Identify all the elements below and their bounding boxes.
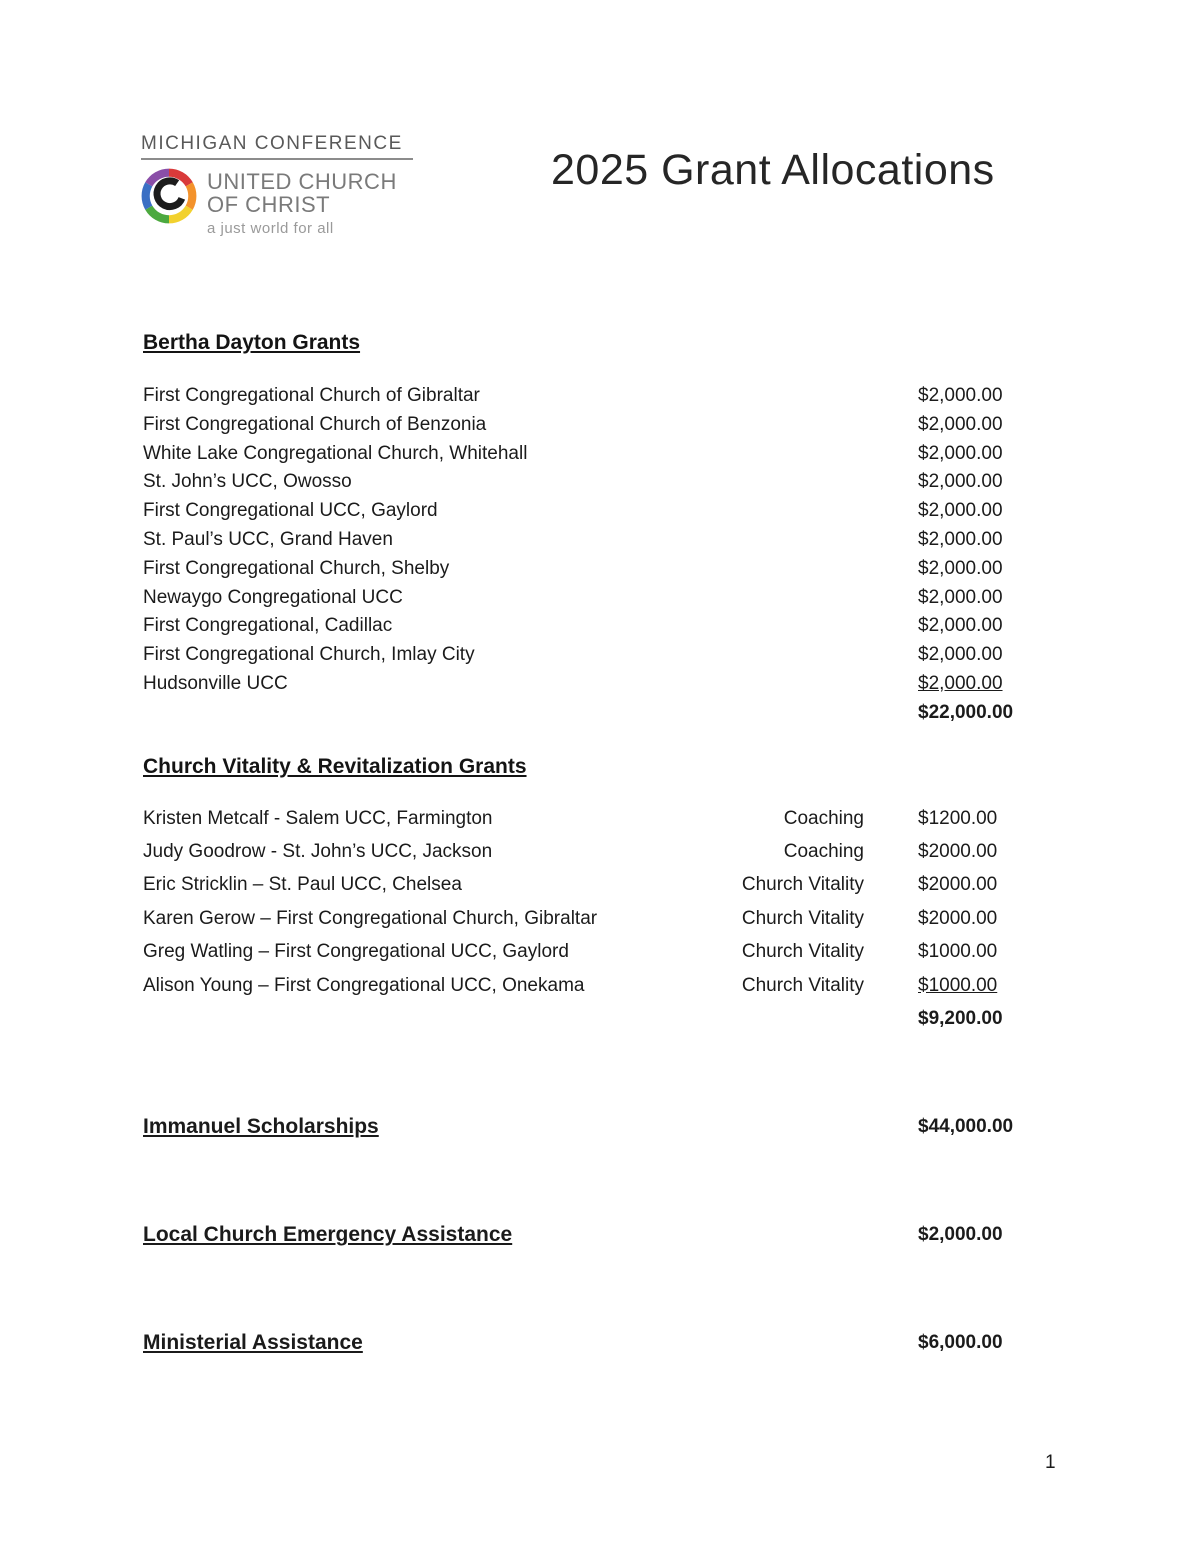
table-row	[143, 835, 1057, 868]
summary-row	[143, 1221, 1057, 1249]
grant-category: Church Vitality	[741, 907, 864, 929]
grant-recipient: Judy Goodrow - St. John’s UCC, Jackson	[143, 840, 493, 862]
grant-category: Church Vitality	[741, 874, 864, 896]
section-heading-ministerial-assistance: Ministerial Assistance	[143, 1331, 363, 1355]
grant-amount: $2,000.00	[918, 644, 1003, 666]
summary-amount: $2,000.00	[918, 1224, 1003, 1246]
page-number: 1	[1045, 1452, 1056, 1473]
section-total-amount: $22,000.00	[918, 701, 1014, 723]
grant-recipient: Hudsonville UCC	[143, 672, 288, 694]
grant-category: Coaching	[783, 807, 864, 829]
grant-amount: $2,000.00	[918, 557, 1003, 579]
table-row	[143, 935, 1057, 968]
table-row	[143, 670, 1057, 699]
grant-amount: $2000.00	[918, 840, 998, 862]
grant-recipient: First Congregational Church, Imlay City	[143, 644, 475, 666]
grant-recipient: First Congregational UCC, Gaylord	[143, 500, 438, 522]
table-row	[143, 902, 1057, 935]
grant-recipient: Newaygo Congregational UCC	[143, 586, 403, 608]
grant-amount: $2,000.00	[918, 500, 1003, 522]
grant-amount: $2,000.00	[918, 413, 1003, 435]
logo-tagline: a just world for all	[207, 220, 334, 238]
table-row	[143, 868, 1057, 901]
table-row	[143, 497, 1057, 526]
section-heading-bertha-dayton: Bertha Dayton Grants	[143, 331, 361, 354]
grant-recipient: Alison Young – First Congregational UCC, Onekama	[143, 974, 585, 996]
ucc-logo	[141, 133, 441, 237]
grant-amount: $2,000.00	[918, 385, 1003, 406]
grant-recipient: Eric Stricklin – St. Paul UCC, Chelsea	[143, 874, 462, 896]
grant-recipient: St. John’s UCC, Owosso	[143, 471, 352, 493]
logo-conference-text: MICHIGAN CONFERENCE	[141, 133, 413, 160]
grant-amount: $2,000.00	[918, 672, 1003, 694]
table-row	[143, 555, 1057, 584]
table-row	[143, 612, 1057, 641]
grant-category: Church Vitality	[741, 974, 864, 996]
grant-recipient: Kristen Metcalf - Salem UCC, Farmington	[143, 807, 493, 829]
document-content	[143, 330, 1057, 1357]
grant-amount: $2000.00	[918, 874, 998, 896]
section-heading-immanuel-scholarships: Immanuel Scholarships	[143, 1115, 379, 1139]
grant-amount: $1000.00	[918, 974, 998, 996]
grant-amount: $1000.00	[918, 941, 998, 963]
grant-recipient: First Congregational Church of Benzonia	[143, 413, 487, 435]
grant-recipient: Greg Watling – First Congregational UCC, Gaylord	[143, 941, 569, 963]
logo-org-line2: OF CHRIST	[207, 192, 331, 218]
table-row	[143, 526, 1057, 555]
section-total-row	[143, 1002, 1057, 1035]
table-row	[143, 468, 1057, 497]
grant-amount: $2,000.00	[918, 615, 1003, 637]
grant-amount: $2,000.00	[918, 442, 1003, 464]
ucc-rainbow-logo-icon	[141, 168, 197, 224]
section-total-row	[143, 699, 1057, 728]
section-heading-local-church-emergency: Local Church Emergency Assistance	[143, 1223, 513, 1247]
page-title: 2025 Grant Allocations	[551, 146, 995, 194]
grant-recipient: First Congregational Church of Gibraltar	[143, 385, 480, 406]
table-row	[143, 440, 1057, 469]
grant-amount: $2,000.00	[918, 471, 1003, 493]
grant-recipient: First Congregational Church, Shelby	[143, 557, 450, 579]
section-heading-church-vitality: Church Vitality & Revitalization Grants	[143, 754, 527, 778]
grant-recipient: St. Paul’s UCC, Grand Haven	[143, 528, 393, 550]
grant-amount: $2,000.00	[918, 586, 1003, 608]
table-row	[143, 969, 1057, 1002]
table-row	[143, 641, 1057, 670]
summary-row	[143, 1113, 1057, 1141]
grant-recipient: First Congregational, Cadillac	[143, 615, 393, 637]
grant-recipient: Karen Gerow – First Congregational Church, Gibraltar	[143, 907, 598, 929]
grant-category: Church Vitality	[741, 941, 864, 963]
grant-recipient: White Lake Congregational Church, Whitehall	[143, 442, 528, 464]
logo-org-line1: UNITED CHURCH	[207, 169, 397, 194]
table-row	[143, 382, 1057, 411]
grant-category: Coaching	[783, 840, 864, 862]
grant-amount: $1200.00	[918, 807, 998, 829]
grant-amount: $2,000.00	[918, 528, 1003, 550]
summary-row	[143, 1329, 1057, 1357]
table-row	[143, 584, 1057, 613]
table-row	[143, 802, 1057, 835]
table-row	[143, 411, 1057, 440]
grant-amount: $2000.00	[918, 907, 998, 929]
summary-amount: $44,000.00	[918, 1116, 1014, 1138]
summary-amount: $6,000.00	[918, 1332, 1003, 1354]
section-total-amount: $9,200.00	[918, 1008, 1003, 1029]
